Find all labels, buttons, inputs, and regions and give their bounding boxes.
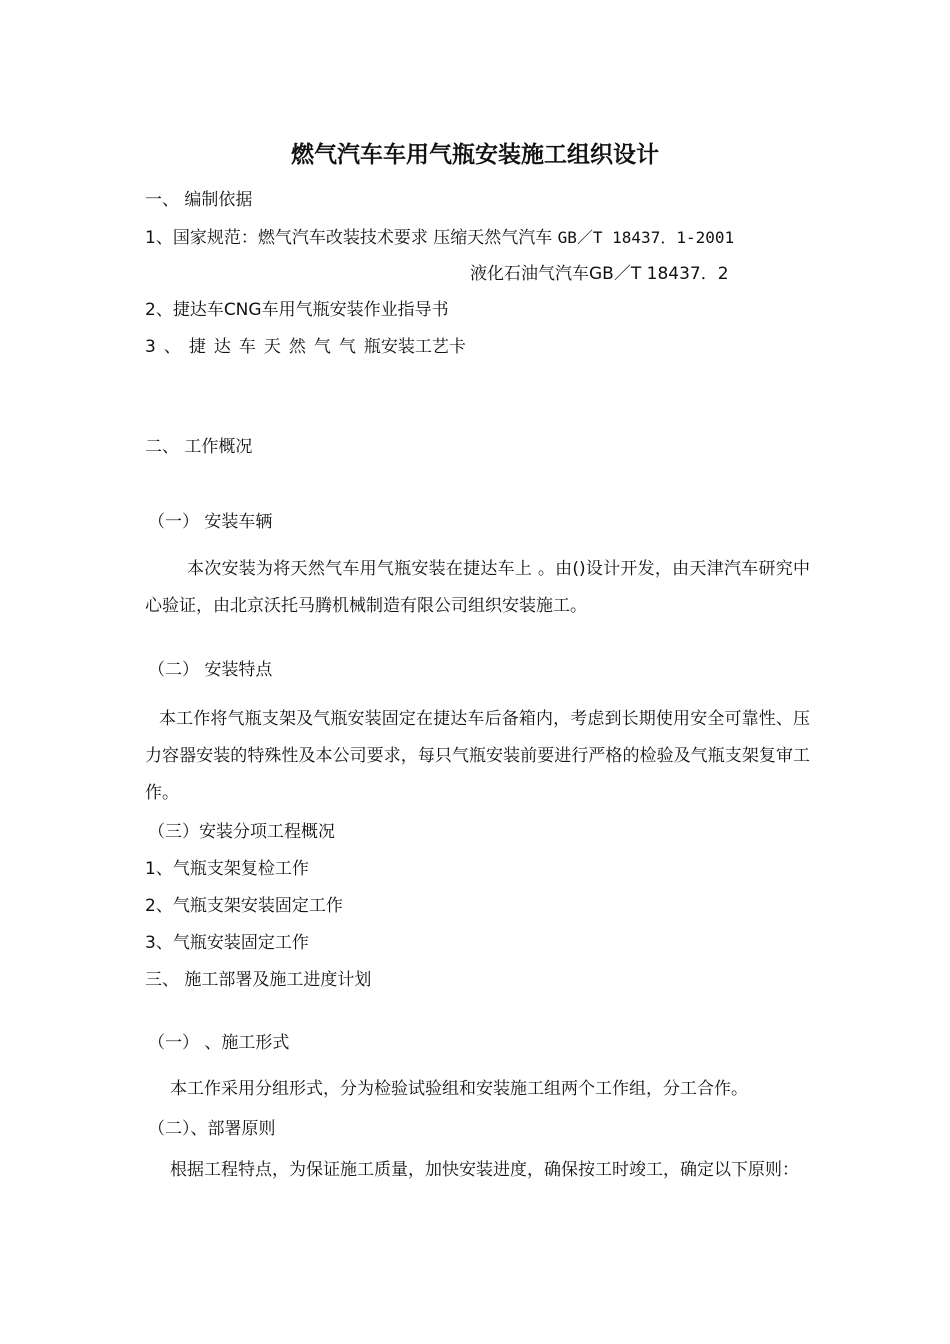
paragraph-features: 本工作将气瓶支架及气瓶安装固定在捷达车后备箱内，考虑到长期使用安全可靠性、压力容器安装的特殊性及本公司要求，每只气瓶安装前要进行严格的检验及气瓶支架复审工作。 bbox=[145, 709, 810, 803]
document-title: 燃气汽车车用气瓶安装施工组织设计 bbox=[291, 142, 659, 168]
section-3-heading: 三、 施工部署及施工进度计划 bbox=[145, 970, 372, 990]
basis-item-1 bbox=[145, 226, 734, 250]
subsection-deployment-principle: （二）、部署原则 bbox=[148, 1119, 276, 1139]
subsection-breakdown: （三）安装分项工程概况 bbox=[148, 822, 335, 842]
paragraph-deployment-principle: 根据工程特点，为保证施工质量，加快安装进度，确保按工时竣工，确定以下原则： bbox=[170, 1160, 799, 1180]
subsection-features: （二） 安装特点 bbox=[148, 660, 273, 680]
subsection-vehicle: （一） 安装车辆 bbox=[148, 512, 273, 532]
breakdown-item-3: 3、气瓶安装固定工作 bbox=[145, 933, 309, 953]
paragraph-construction-form: 本工作采用分组形式，分为检验试验组和安装施工组两个工作组，分工合作。 bbox=[170, 1079, 748, 1099]
basis-item-3-rest: 瓶安装工艺卡 bbox=[363, 337, 466, 357]
basis-item-1-label: 1、国家规范：燃气汽车改装技术要求 压缩天然气汽车 bbox=[145, 228, 553, 248]
paragraph-vehicle: 本次安装为将天然气车用气瓶安装在捷达车上 。由()设计开发，由天津汽车研究中心验证，由北京沃托马腾机械制造有限公司组织安装施工。 bbox=[145, 559, 810, 616]
basis-item-3-spaced: 3、捷达车天然气气 bbox=[145, 337, 364, 357]
section-2-heading: 二、 工作概况 bbox=[145, 437, 253, 457]
basis-item-3 bbox=[145, 335, 466, 359]
subsection-construction-form: （一） 、施工形式 bbox=[148, 1033, 290, 1053]
basis-item-1-code: GB／T 18437．1-2001 bbox=[557, 228, 735, 247]
basis-item-2: 2、捷达车CNG车用气瓶安装作业指导书 bbox=[145, 300, 449, 320]
basis-item-1-line-2: 液化石油气汽车GB／T 18437．2 bbox=[470, 264, 729, 284]
breakdown-item-2: 2、气瓶支架安装固定工作 bbox=[145, 896, 343, 916]
breakdown-item-1: 1、气瓶支架复检工作 bbox=[145, 859, 309, 879]
section-1-heading: 一、 编制依据 bbox=[145, 190, 253, 210]
